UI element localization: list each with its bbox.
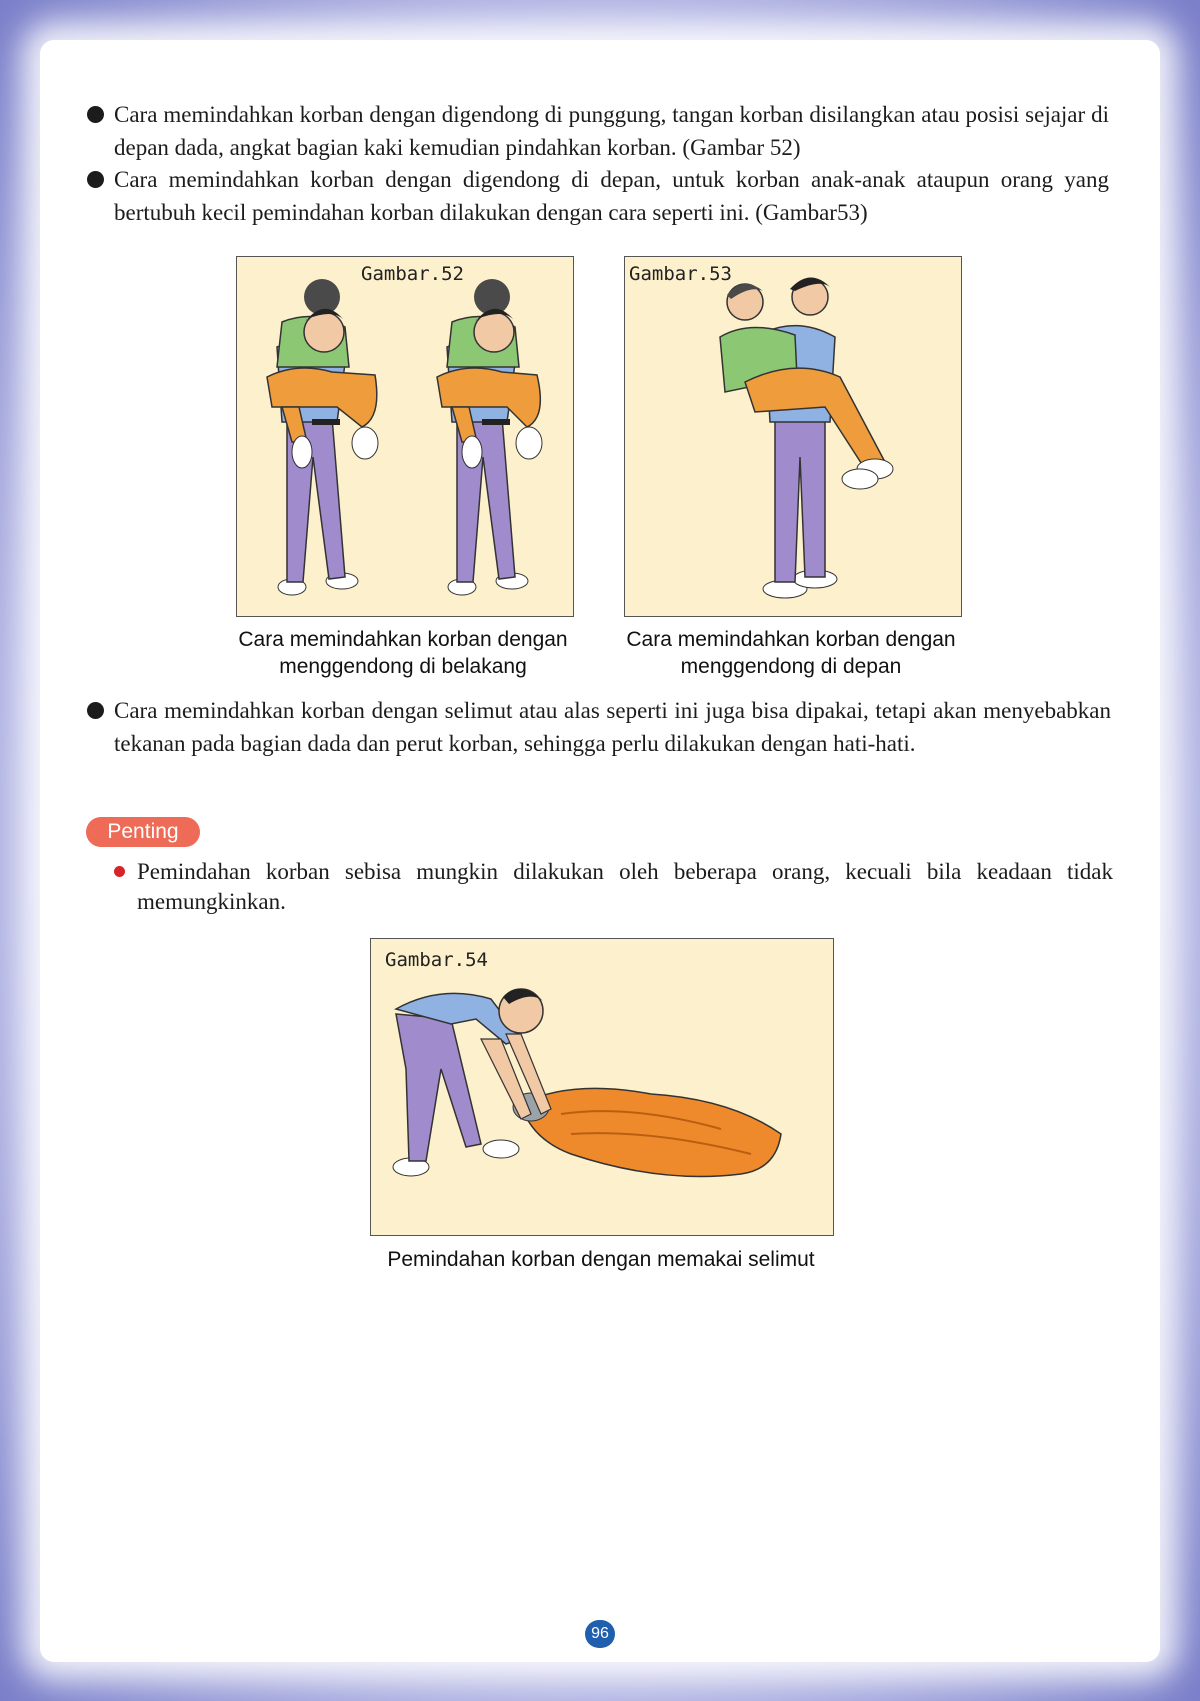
red-dot-icon — [114, 866, 125, 877]
figure-52 — [236, 256, 574, 617]
figure-52-caption — [215, 626, 591, 680]
figure-52-caption-line1: Cara memindahkan korban dengan — [238, 628, 568, 651]
figure-52-caption-line2: menggendong di belakang — [279, 655, 527, 678]
bullet-icon — [87, 702, 104, 719]
figure-53-caption — [603, 626, 979, 680]
paragraph-blanket: Cara memindahkan korban dengan selimut atau alas seperti ini juga bisa dipakai, tetapi akan menyebabkan tekanan pada bagian dada dan perut korban, sehingga perlu dilakukan dengan hati-hati. — [114, 698, 1111, 756]
figure-53-caption-line2: menggendong di depan — [680, 655, 902, 678]
figure-53-caption-line1: Cara memindahkan korban dengan — [626, 628, 956, 651]
bullet-icon — [87, 171, 104, 188]
bullet-icon — [87, 106, 104, 123]
figure-52-label: Gambar.52 — [361, 263, 464, 285]
figure-54-caption: Pemindahan korban dengan memakai selimut — [387, 1248, 815, 1271]
figure-53 — [624, 256, 962, 617]
page-number: 96 — [585, 1620, 615, 1648]
piggyback-illustration — [237, 257, 573, 616]
page-sheet — [40, 40, 1160, 1662]
front-carry-illustration — [625, 257, 961, 616]
penting-badge: Penting — [86, 817, 200, 847]
figure-54 — [370, 938, 834, 1236]
penting-text: Pemindahan korban sebisa mungkin dilakukan oleh beberapa orang, kecuali bila keadaan tidak memungkinkan. — [137, 859, 1113, 914]
figure-54-label: Gambar.54 — [385, 949, 488, 971]
paragraph-carry-front: Cara memindahkan korban dengan digendong di depan, untuk korban anak-anak ataupun orang yang bertubuh kecil pemindahan korban dilakukan dengan cara seperti ini. (Gambar53) — [114, 167, 1109, 225]
blanket-drag-illustration — [371, 939, 833, 1235]
figure-53-label: Gambar.53 — [629, 263, 732, 285]
paragraph-carry-back: Cara memindahkan korban dengan digendong di punggung, tangan korban disilangkan atau posisi sejajar di depan dada, angkat bagian kaki kemudian pindahkan korban. (Gambar 52) — [114, 102, 1109, 160]
